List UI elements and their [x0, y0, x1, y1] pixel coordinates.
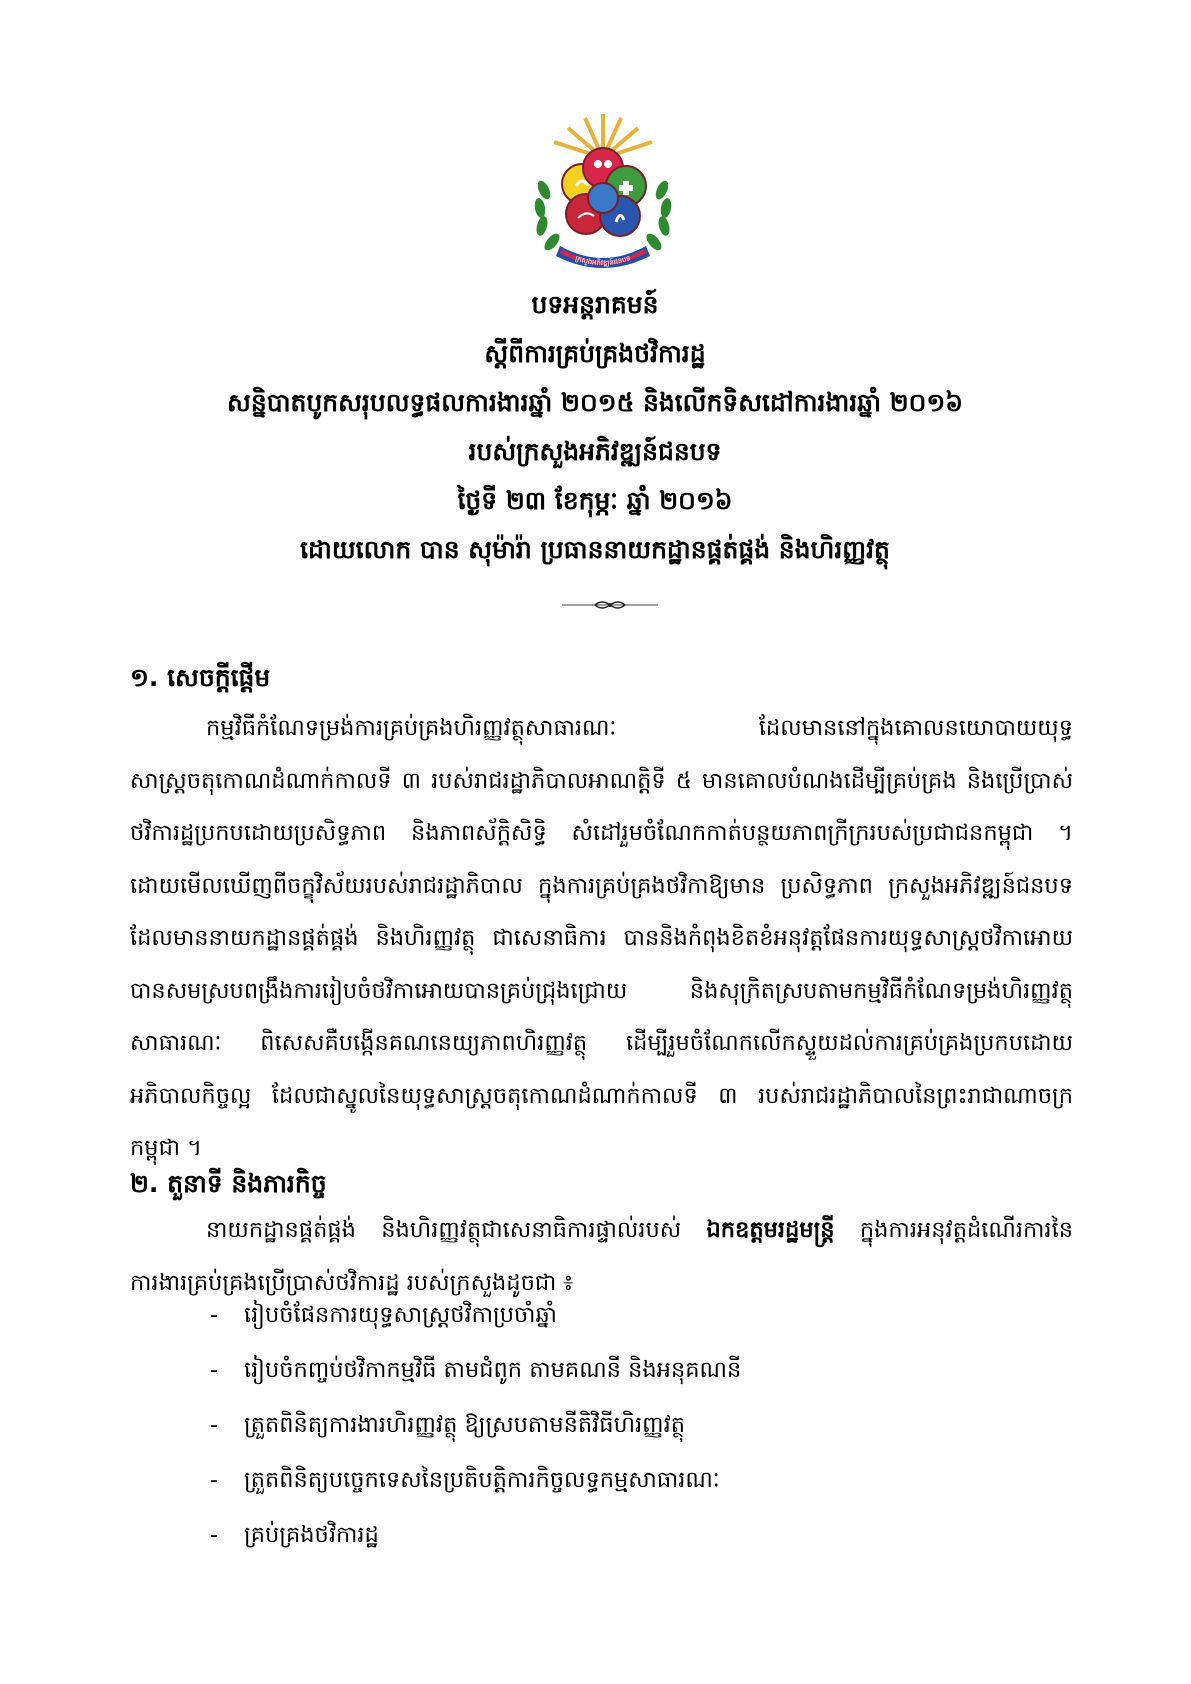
list-item: - គ្រប់គ្រងថវិការដ្ឋ	[210, 1522, 379, 1548]
section-2-text-start: នាយកដ្ឋានផ្គត់ផ្គង់ និងហិរញ្ញវត្ថុជាសេនាធិការផ្ទាល់របស់	[206, 1217, 707, 1243]
title-line-3: សន្និបាតបូកសរុបលទ្ធផលការងារឆ្នាំ ២០១៥ និងលើកទិសដៅការងារឆ្នាំ ២០១៦	[227, 388, 963, 417]
title-line-4: របស់ក្រសួងអភិវឌ្ឍន៍ជនបទ	[468, 437, 722, 466]
ministry-emblem	[530, 110, 676, 270]
duties-list	[210, 1288, 741, 1563]
document-title	[150, 280, 1040, 574]
svg-text:ក្រសួងអភិវឌ្ឍន៍ជនបទ: ក្រសួងអភិវឌ្ឍន៍ជនបទ	[574, 254, 632, 268]
list-item: - ត្រួតពិនិត្យបច្ចេកទេសនៃប្រតិបត្តិការកិច្ចលទ្ធកម្មសាធារណៈ	[210, 1467, 720, 1493]
list-item: - ត្រួតពិនិត្យការងារហិរញ្ញវត្ថុ ឱ្យស្របតាមនីតិវិធីហិរញ្ញវត្ថុ	[210, 1412, 686, 1438]
title-line-6: ដោយលោក បាន សុម៉ារ៉ា ប្រធាននាយកដ្ឋានផ្គត់ផ្គង់ និងហិរញ្ញវត្ថុ	[300, 535, 890, 564]
title-line-1: បទអន្តរាគមន៍	[531, 290, 659, 319]
minister-title: ឯកឧត្តមរដ្ឋមន្ត្រី	[706, 1217, 835, 1243]
title-line-2: ស្តីពីការគ្រប់គ្រងថវិការដ្ឋ	[484, 339, 706, 368]
list-item: - រៀបចំផែនការយុទ្ធសាស្ត្រថវិកាប្រចាំឆ្នាំ	[210, 1302, 557, 1328]
section-1-paragraph: កម្មវិធីកំណែទម្រង់ការគ្រប់គ្រងហិរញ្ញវត្ថុសាធារណៈ ដែលមាននៅក្នុងគោលនយោបាយយុទ្ធសាស្ត្រចតុកោណដំណាក់កាលទី ៣ របស់រាជរដ្ឋាភិបាលអាណត្តិទី ៥ មានគោលបំណងដើម្បីគ្រប់គ្រង និងប្រើប្រាស់ថវិការដ្ឋប្រកបដោយប្រសិទ្ធភាព និងភាពស័ក្តិសិទ្ធិ សំដៅរួមចំណែកកាត់បន្ថយភាពក្រីក្ររបស់ប្រជាជនកម្ពុជា ។ ដោយមើលឃើញពីចក្ខុវិស័យរបស់រាជរដ្ឋាភិបាល ក្នុងការគ្រប់គ្រងថវិកាឱ្យមាន ប្រសិទ្ធភាព ក្រសួងអភិវឌ្ឍន៍ជនបទដែលមាននាយកដ្ឋានផ្គត់ផ្គង់ និងហិរញ្ញវត្ថុ ជាសេនាធិការ បាននិងកំពុងខិតខំអនុវត្តផែនការយុទ្ធសាស្ត្រថវិកាអោយបានសមស្របពង្រឹងការរៀបចំថវិកាអោយបានគ្រប់ជ្រុងជ្រោយ និងសុក្រិតស្របតាមកម្មវិធីកំណែទម្រង់ហិរញ្ញវត្ថុសាធារណៈ ពិសេសគឺបង្កើនគណនេយ្យភាពហិរញ្ញវត្ថុ ដើម្បីរួមចំណែកលើកស្ទួយដល់ការគ្រប់គ្រងប្រកបដោយអភិបាលកិច្ចល្អ ដែលជាស្នូលនៃយុទ្ធសាស្ត្រចតុកោណដំណាក់កាលទី ៣ របស់រាជរដ្ឋាភិបាលនៃព្រះរាជាណាចក្រកម្ពុជា ។	[130, 715, 1073, 1161]
section-2-heading: ២. តួនាទី និងភារកិច្ច	[130, 1169, 327, 1198]
section-1-heading: ១. សេចក្តីផ្តើម	[130, 663, 271, 692]
list-item: - រៀបចំកញ្ចប់ថវិកាកម្មវិធី តាមជំពូក តាមគណនី និងអនុគណនី	[210, 1357, 742, 1383]
ornament-divider	[560, 598, 660, 612]
title-line-5: ថ្ងៃទី ២៣ ខែកុម្ភៈ ឆ្នាំ ២០១៦	[457, 486, 733, 515]
section-2-text-end: ក្នុងការអនុវត្តដំណើរការនៃការងារគ្រប់គ្រងប្រើប្រាស់ថវិការដ្ឋ របស់ក្រសួងដូចជា ៖	[130, 1217, 1073, 1296]
